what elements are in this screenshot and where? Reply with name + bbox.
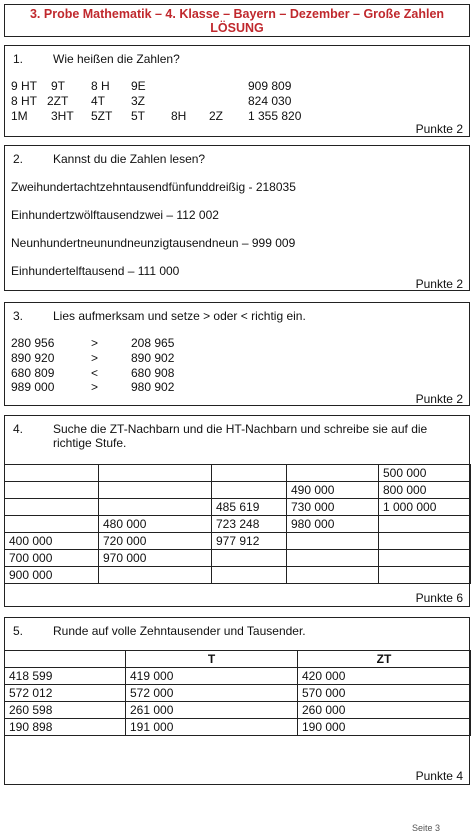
q1-cell: 5ZT xyxy=(91,109,113,123)
table-row xyxy=(5,533,471,550)
grid-cell: 1 000 000 xyxy=(379,499,471,516)
number-word-line: Zweihundertachtzehntausendfünfunddreißig - 218035 xyxy=(11,180,296,194)
q1-cell: 3HT xyxy=(51,109,74,123)
question-3-box xyxy=(4,302,470,406)
rounding-table xyxy=(4,650,471,736)
grid-cell xyxy=(287,567,379,584)
question-2-box xyxy=(4,145,470,291)
question-text: Kannst du die Zahlen lesen? xyxy=(53,152,206,166)
compare-left: 890 920 xyxy=(11,351,55,365)
question-2-prompt xyxy=(13,152,205,166)
grid-cell: 400 000 xyxy=(5,533,99,550)
compare-left: 680 809 xyxy=(11,366,55,380)
grid-cell xyxy=(212,482,287,499)
neighbor-grid xyxy=(4,464,471,584)
table-row xyxy=(5,719,471,736)
q1-cell: 1M xyxy=(11,109,28,123)
compare-operator: < xyxy=(91,366,99,380)
table-row xyxy=(5,499,471,516)
q1-answer: 824 030 xyxy=(248,94,292,108)
grid-cell: 723 248 xyxy=(212,516,287,533)
table-row xyxy=(5,567,471,584)
points-label: Punkte 4 xyxy=(415,769,463,783)
grid-cell: 980 000 xyxy=(287,516,379,533)
question-number: 4. xyxy=(13,422,24,436)
number-word-line: Neunhundertneunundneunzigtausendneun – 999 009 xyxy=(11,236,296,250)
grid-cell xyxy=(379,550,471,567)
grid-cell xyxy=(99,465,212,482)
grid-cell xyxy=(99,482,212,499)
table-row xyxy=(5,685,471,702)
compare-right: 890 902 xyxy=(131,351,175,365)
grid-cell: 977 912 xyxy=(212,533,287,550)
grid-cell xyxy=(5,465,99,482)
grid-cell xyxy=(379,533,471,550)
q1-cell: 8H xyxy=(171,109,187,123)
compare-right: 680 908 xyxy=(131,366,175,380)
question-text: Wie heißen die Zahlen? xyxy=(53,52,180,66)
table-row xyxy=(5,668,471,685)
table-row xyxy=(5,516,471,533)
grid-cell xyxy=(212,567,287,584)
table-header-row xyxy=(5,651,471,668)
compare-right: 980 902 xyxy=(131,380,175,394)
compare-operator: > xyxy=(91,336,99,350)
question-text-continued: richtige Stufe. xyxy=(53,436,127,450)
grid-cell xyxy=(99,499,212,516)
grid-cell: 480 000 xyxy=(99,516,212,533)
grid-cell xyxy=(5,516,99,533)
question-3-prompt xyxy=(13,309,306,323)
grid-cell: 970 000 xyxy=(99,550,212,567)
grid-cell xyxy=(5,499,99,516)
question-number: 5. xyxy=(13,624,24,638)
grid-cell: 730 000 xyxy=(287,499,379,516)
points-label: Punkte 2 xyxy=(415,392,463,406)
q1-answer: 1 355 820 xyxy=(248,109,302,123)
grid-cell xyxy=(212,465,287,482)
points-label: Punkte 2 xyxy=(415,277,463,291)
table-row xyxy=(5,550,471,567)
table-row xyxy=(5,702,471,719)
grid-cell: 720 000 xyxy=(99,533,212,550)
question-number: 1. xyxy=(13,52,24,66)
grid-cell: 700 000 xyxy=(5,550,99,567)
table-row xyxy=(5,465,471,482)
points-label: Punkte 2 xyxy=(415,122,463,136)
compare-operator: > xyxy=(91,380,99,394)
header-cell-zt: ZT xyxy=(298,651,471,668)
question-text: Runde auf volle Zehntausender und Tausender. xyxy=(53,624,306,638)
grid-cell: 490 000 xyxy=(287,482,379,499)
q1-cell: 9E xyxy=(131,79,146,93)
number-word-line: Einhundertelftausend – 111 000 xyxy=(11,264,180,278)
points-label: Punkte 6 xyxy=(415,591,463,605)
q1-cell: 8 HT xyxy=(11,94,38,108)
page-number: Seite 3 xyxy=(411,823,440,833)
table-cell: 191 000 xyxy=(126,719,298,736)
table-cell: 261 000 xyxy=(126,702,298,719)
table-cell: 572 000 xyxy=(126,685,298,702)
title-line-1: 3. Probe Mathematik – 4. Klasse – Bayern – Dezember – Große Zahlen xyxy=(29,7,445,21)
q1-cell: 5T xyxy=(131,109,146,123)
table-row xyxy=(5,482,471,499)
title-line-2: LÖSUNG xyxy=(210,21,264,35)
table-cell: 420 000 xyxy=(298,668,471,685)
table-cell: 190 000 xyxy=(298,719,471,736)
q1-cell: 2ZT xyxy=(47,94,69,108)
question-number: 2. xyxy=(13,152,24,166)
q1-cell: 3Z xyxy=(131,94,146,108)
question-1-box xyxy=(4,45,470,137)
compare-left: 989 000 xyxy=(11,380,55,394)
grid-cell xyxy=(287,533,379,550)
grid-cell xyxy=(99,567,212,584)
q1-cell: 9 HT xyxy=(11,79,38,93)
question-5-prompt xyxy=(13,624,306,638)
compare-operator: > xyxy=(91,351,99,365)
grid-cell xyxy=(287,550,379,567)
grid-cell xyxy=(212,550,287,567)
grid-cell: 500 000 xyxy=(379,465,471,482)
grid-cell xyxy=(5,482,99,499)
q1-cell: 2Z xyxy=(209,109,224,123)
header-cell xyxy=(5,651,126,668)
question-4-prompt xyxy=(13,422,427,450)
grid-cell: 485 619 xyxy=(212,499,287,516)
grid-cell xyxy=(379,567,471,584)
compare-right: 208 965 xyxy=(131,336,175,350)
grid-cell xyxy=(287,465,379,482)
table-cell: 419 000 xyxy=(126,668,298,685)
table-cell: 418 599 xyxy=(5,668,126,685)
number-word-line: Einhundertzwölftausendzwei – 112 002 xyxy=(11,208,219,222)
q1-cell: 8 H xyxy=(91,79,110,93)
question-text: Suche die ZT-Nachbarn und die HT-Nachbarn und schreibe sie auf die xyxy=(53,422,428,436)
q1-cell: 4T xyxy=(91,94,106,108)
grid-cell: 900 000 xyxy=(5,567,99,584)
q1-answer: 909 809 xyxy=(248,79,292,93)
table-cell: 570 000 xyxy=(298,685,471,702)
worksheet-title xyxy=(4,4,470,37)
table-cell: 260 000 xyxy=(298,702,471,719)
grid-cell xyxy=(379,516,471,533)
compare-left: 280 956 xyxy=(11,336,55,350)
grid-cell: 800 000 xyxy=(379,482,471,499)
question-number: 3. xyxy=(13,309,24,323)
q1-cell: 9T xyxy=(51,79,66,93)
table-cell: 260 598 xyxy=(5,702,126,719)
header-cell-t: T xyxy=(126,651,298,668)
question-text: Lies aufmerksam und setze > oder < richtig ein. xyxy=(53,309,306,323)
table-cell: 190 898 xyxy=(5,719,126,736)
table-cell: 572 012 xyxy=(5,685,126,702)
question-1-prompt xyxy=(13,52,180,66)
